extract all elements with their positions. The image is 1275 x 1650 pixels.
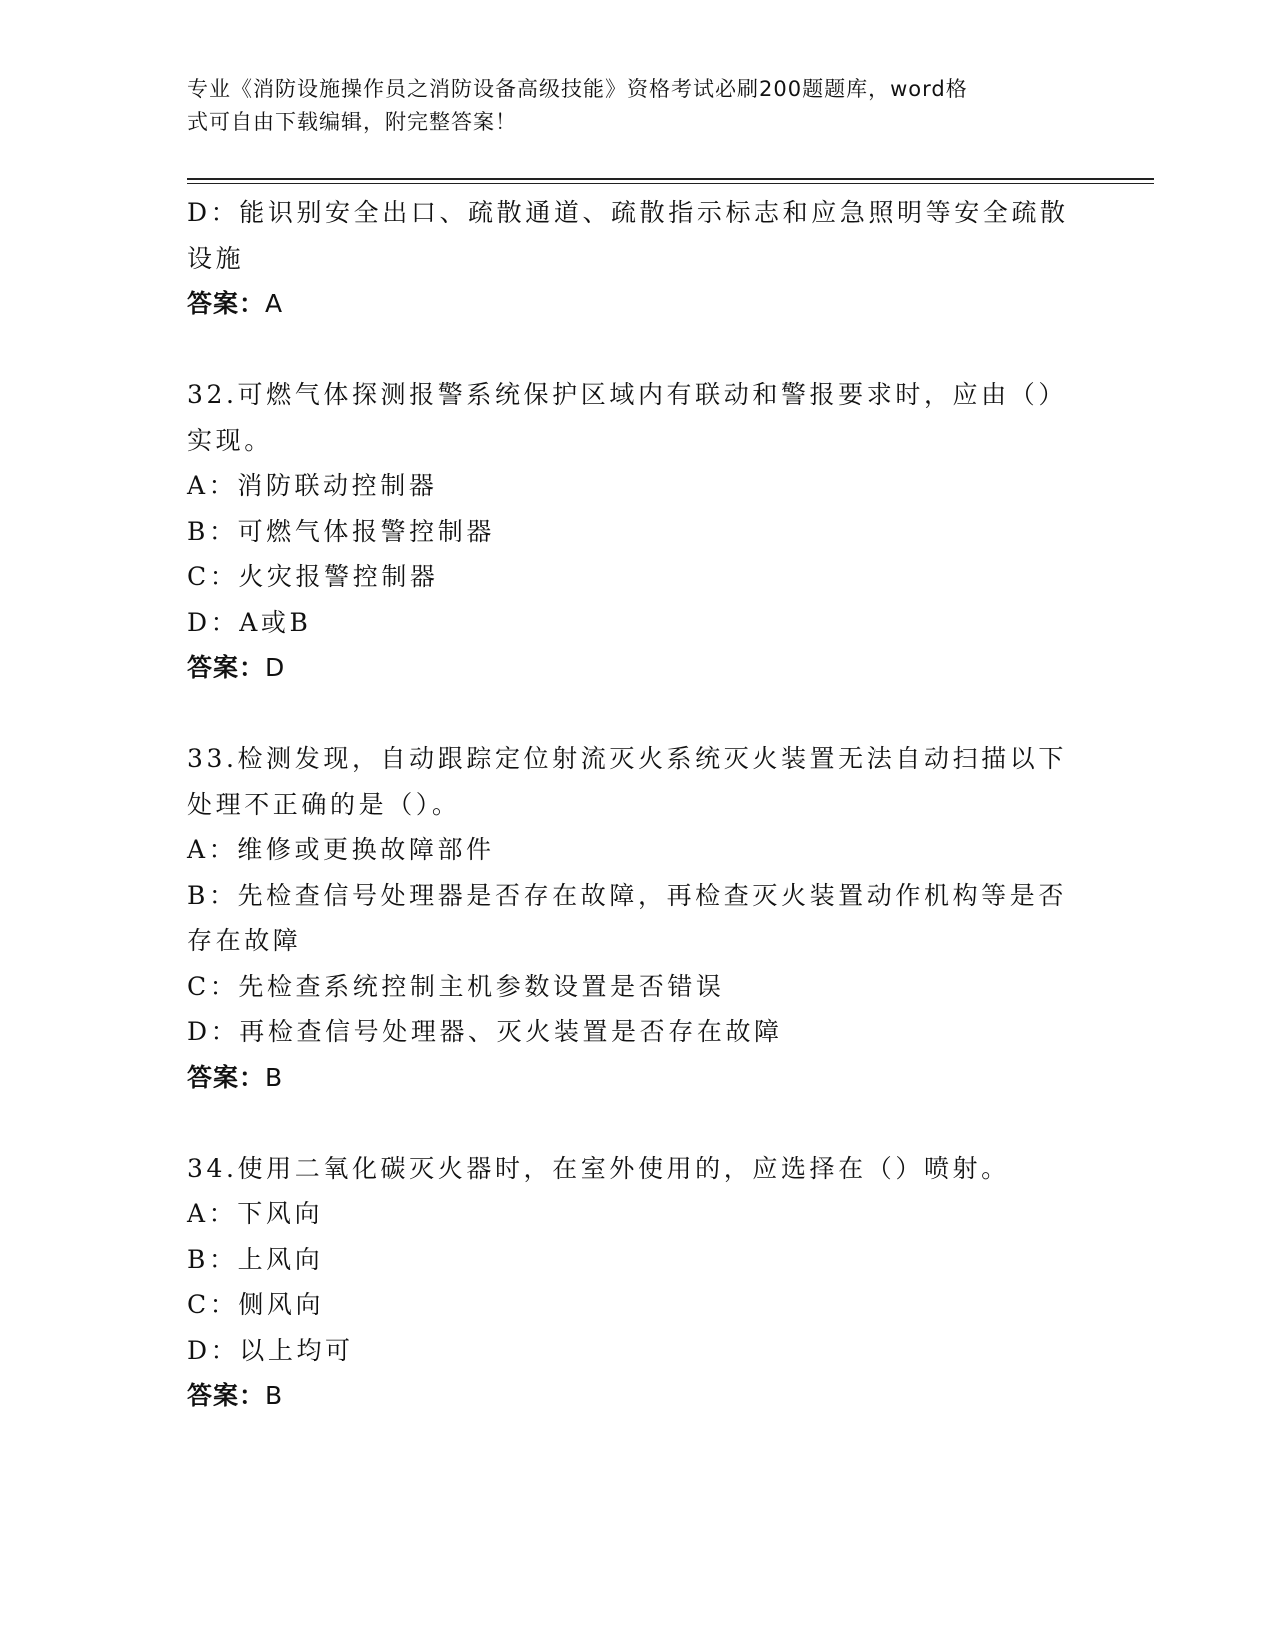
option-c: C：火灾报警控制器 xyxy=(187,562,439,591)
option-c: C：先检查系统控制主机参数设置是否错误 xyxy=(187,971,725,1001)
option-b-line-2: 存在故障 xyxy=(187,926,302,955)
option-a: A：下风向 xyxy=(187,1199,324,1228)
answer-label: 答案： xyxy=(187,1062,266,1092)
option-a: A：消防联动控制器 xyxy=(187,471,438,500)
answer-value: A xyxy=(265,289,284,318)
option-d: D：以上均可 xyxy=(187,1335,354,1365)
option-d-line-2: 设施 xyxy=(187,243,245,273)
spacer xyxy=(187,691,1087,737)
answer-label: 答案： xyxy=(187,289,266,318)
question-31-tail xyxy=(187,190,1087,327)
question-stem-line-1: 33.检测发现，自动跟踪定位射流灭火系统灭火装置无法自动扫描以下 xyxy=(187,744,1067,773)
document-header xyxy=(187,73,1067,139)
option-d: D：再检查信号处理器、灭火装置是否存在故障 xyxy=(187,1017,783,1046)
question-34 xyxy=(187,1146,1087,1419)
option-d: D：A或B xyxy=(187,607,312,637)
spacer xyxy=(187,327,1087,373)
answer xyxy=(187,1055,1087,1101)
answer xyxy=(187,645,1087,691)
answer-value: B xyxy=(265,1381,284,1410)
answer xyxy=(187,1373,1087,1419)
question-list xyxy=(187,190,1087,1419)
answer-label: 答案： xyxy=(187,1381,266,1410)
option-d-line-1: D：能识别安全出口、疏散通道、疏散指示标志和应急照明等安全疏散 xyxy=(187,198,1069,227)
answer xyxy=(187,281,1087,327)
answer-value: D xyxy=(265,653,286,682)
option-c: C：侧风向 xyxy=(187,1290,325,1319)
spacer xyxy=(187,1100,1087,1146)
question-stem-line-1: 32.可燃气体探测报警系统保护区域内有联动和警报要求时，应由（） xyxy=(187,380,1067,409)
header-line-1: 专业《消防设施操作员之消防设备高级技能》资格考试必刷200题题库，word格 xyxy=(187,77,968,101)
question-stem-line-2: 处理不正确的是（）。 xyxy=(187,789,461,819)
header-line-2: 式可自由下载编辑，附完整答案！ xyxy=(187,110,517,134)
question-32 xyxy=(187,372,1087,691)
answer-value: B xyxy=(265,1062,284,1092)
question-stem-line-1: 34.使用二氧化碳灭火器时，在室外使用的，应选择在（）喷射。 xyxy=(187,1153,1010,1183)
question-33 xyxy=(187,736,1087,1100)
header-divider-thin xyxy=(187,183,1154,184)
option-b: B：可燃气体报警控制器 xyxy=(187,516,495,546)
option-a: A：维修或更换故障部件 xyxy=(187,835,495,864)
answer-label: 答案： xyxy=(187,653,266,682)
header-divider-thick xyxy=(187,178,1154,180)
option-b: B：上风向 xyxy=(187,1244,324,1274)
question-stem-line-2: 实现。 xyxy=(187,425,273,455)
option-b-line-1: B：先检查信号处理器是否存在故障，再检查灭火装置动作机构等是否 xyxy=(187,880,1067,910)
